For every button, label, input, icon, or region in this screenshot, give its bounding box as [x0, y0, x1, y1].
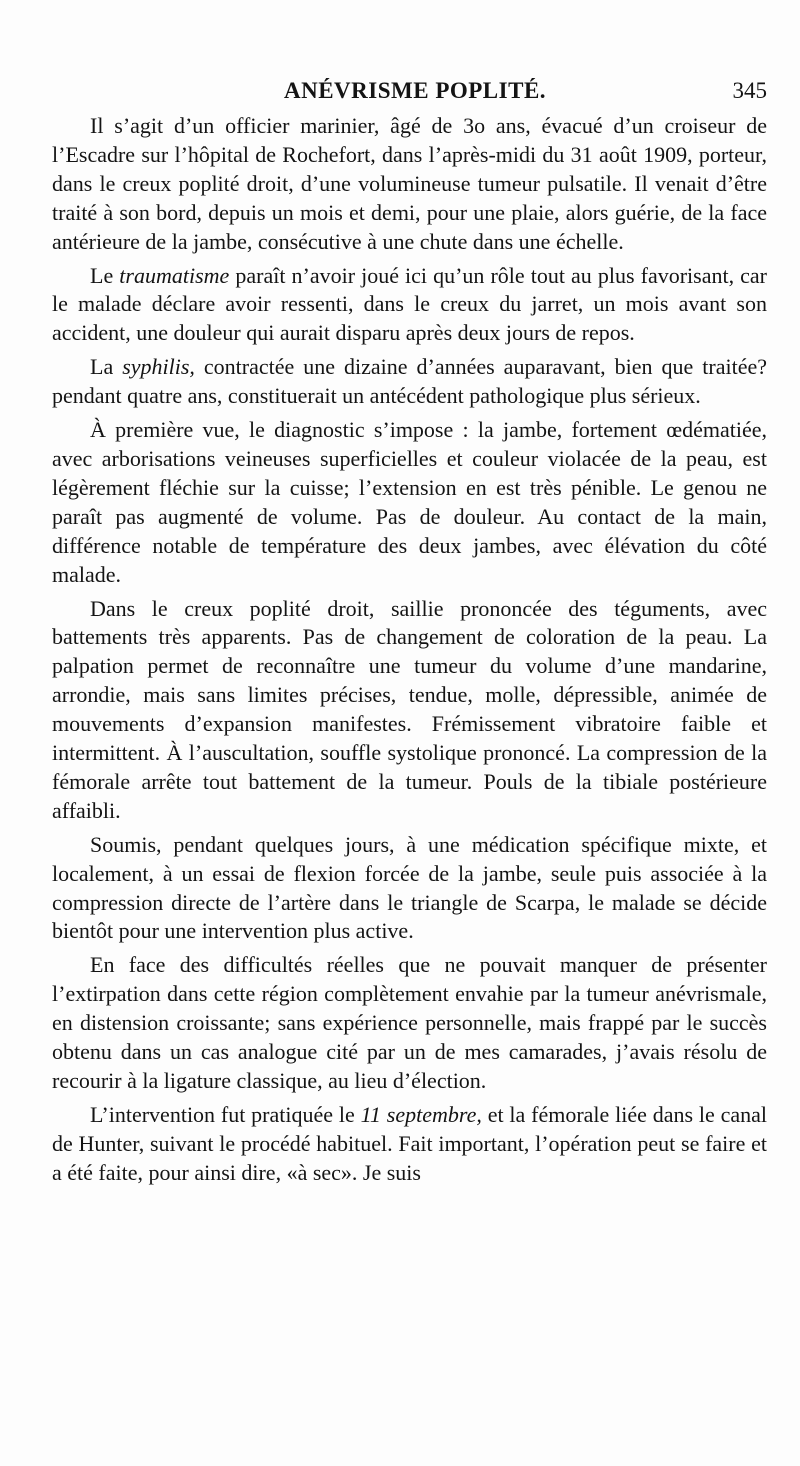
paragraph-text: En face des difficultés réelles que ne pouvait manquer de présenter l’extirpation dans cette région complètement envahie par la tumeur anévrismale, en distension croissante; sans expérience personnelle, mais frappé par le succès obtenu dans un cas analogue cité par un de mes camarades, j’avais résolu de recourir à la ligature classique, au lieu d’élection.	[52, 952, 767, 1093]
paragraph-text: paraît n’avoir joué ici qu’un rôle tout au plus favorisant, car le malade déclare avoir ressenti, dans le creux du jarret, un mois avant son accident, une douleur qui aurait disparu après deux jours de repos.	[52, 262, 768, 346]
paragraph-text: La	[90, 354, 123, 380]
paragraph-3	[52, 353, 767, 411]
paragraph-text: Dans le creux poplité droit, saillie prononcée des téguments, avec battements très apparents. Pas de changement de coloration de la peau. La palpation permet de reconnaître une tumeur du volume d’une mandarine, arrondie, mais sans limites précises, tendue, molle, dépressible, animée de mouvements d’expansion manifestes. Frémissement vibratoire faible et intermittent. À l’auscultation, souffle systolique prononcé. La compression de la fémorale arrête tout battement de la tumeur. Pouls de la tibiale postérieure affaibli.	[52, 595, 767, 823]
paragraph-text: L’intervention fut pratiquée le	[90, 1101, 361, 1127]
paragraph-text: Il s’agit d’un officier marinier, âgé de 3o ans, évacué d’un croiseur de l’Escadre sur l’hôpital de Rochefort, dans l’après-midi du 31 août 1909, porteur, dans le creux poplité droit, d’une volumineuse tumeur pulsatile. Il venait d’être traité à son bord, depuis un mois et demi, pour une plaie, alors guérie, de la face antérieure de la jambe, consécutive à une chute dans une échelle.	[52, 113, 767, 254]
body-text	[52, 112, 767, 1188]
paragraph-8	[52, 1101, 767, 1188]
running-title: ANÉVRISME POPLITÉ.	[284, 78, 547, 103]
page-number: 345	[732, 78, 767, 103]
paragraph-1	[52, 112, 767, 257]
paragraph-text: et la fémorale liée dans le canal de Hunter, suivant le procédé habituel. Fait important, l’opération peut se faire et a été faite, pour ainsi dire, «à sec». Je suis	[52, 1101, 768, 1185]
paragraph-7	[52, 951, 767, 1096]
paragraph-text: contractée une dizaine d’années auparavant, bien que traitée? pendant quatre ans, constituerait un antécédent pathologique plus sérieux.	[52, 354, 767, 409]
paragraph-2	[52, 262, 767, 349]
page-header	[52, 78, 767, 112]
emphasis-date: 11 septembre,	[360, 1101, 482, 1127]
paragraph-5	[52, 595, 767, 826]
emphasis-syphilis: syphilis,	[122, 354, 195, 380]
paragraph-text: Le	[90, 262, 120, 288]
paragraph-text: À première vue, le diagnostic s’impose : la jambe, fortement œdématiée, avec arborisations veineuses superficielles et couleur violacée de la peau, est légèrement fléchie sur la cuisse; l’extension en est très pénible. Le genou ne paraît pas augmenté de volume. Pas de douleur. Au contact de la main, différence notable de température des deux jambes, avec élévation du côté malade.	[52, 417, 767, 587]
emphasis-traumatisme: traumatisme	[119, 262, 230, 288]
paragraph-text: Soumis, pendant quelques jours, à une médication spécifique mixte, et localement, à un essai de flexion forcée de la jambe, seule puis associée à la compression directe de l’artère dans le triangle de Scarpa, le malade se décide bientôt pour une intervention plus active.	[52, 831, 767, 944]
paragraph-6	[52, 831, 767, 947]
paragraph-4	[52, 416, 767, 589]
